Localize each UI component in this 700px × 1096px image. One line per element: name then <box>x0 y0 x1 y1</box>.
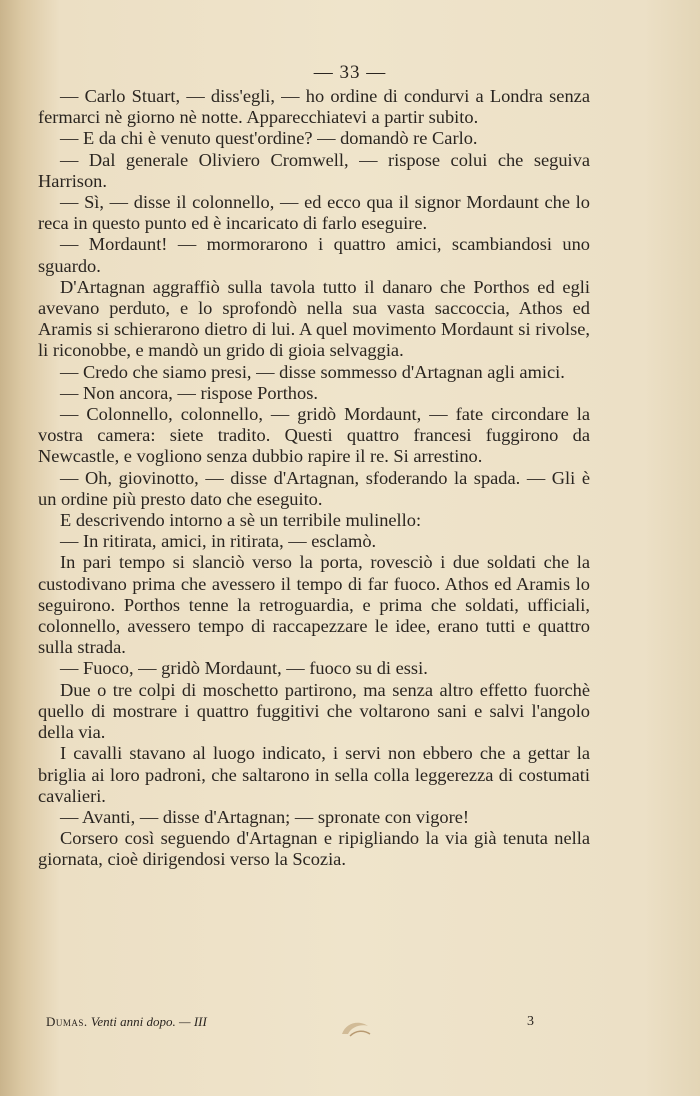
paragraph: D'Artagnan aggraffiò sulla tavola tutto il danaro che Porthos ed egli avevano perduto, e lo sprofondò nella sua vasta saccoccia, Athos ed Aramis si schierarono dietro di lui. A quel movimento Mordaunt si rivolse, li riconobbe, e mandò un grido di gioia selvaggia. <box>38 276 590 361</box>
paragraph: Due o tre colpi di moschetto partirono, ma senza altro effetto fuorchè quello di mostrare i quattro fuggitivi che voltarono sani e salvi l'angolo della via. <box>38 679 590 743</box>
paragraph: In pari tempo si slanciò verso la porta, rovesciò i due soldati che la custodivano prima che avessero il tempo di far fuoco. Athos ed Aramis lo seguirono. Porthos tenne la retroguardia, e prima che soldati, ufficiali, colonnello, avessero tempo di raccapezzare le idee, erano tutti e quattro sulla strada. <box>38 552 590 658</box>
paragraph: — Credo che siamo presi, — disse sommesso d'Artagnan agli amici. <box>60 361 565 382</box>
page-footer <box>46 1014 590 1030</box>
body-text <box>38 86 590 871</box>
paragraph: — Colonnello, colonnello, — gridò Mordaunt, — fate circondare la vostra camera: siete tradito. Questi quattro francesi fuggirono da Newcastle, e vogliono senza dubbio rapire il re. Si arrestino. <box>38 404 590 467</box>
paragraph: E descrivendo intorno a sè un terribile mulinello: <box>60 510 422 531</box>
paragraph: — Carlo Stuart, — diss'egli, — ho ordine di condurvi a Londra senza fermarci nè giorno nè notte. Apparecchiatevi a partir subito. <box>38 86 590 128</box>
paragraph: — Sì, — disse il colonnello, — ed ecco qua il signor Mordaunt che lo reca in questo punto ed è incaricato di farlo eseguire. <box>38 192 590 234</box>
paragraph: — In ritirata, amici, in ritirata, — esclamò. <box>60 531 377 552</box>
paragraph: — E da chi è venuto quest'ordine? — domandò re Carlo. <box>60 128 478 149</box>
paragraph: — Mordaunt! — mormorarono i quattro amici, scambiandosi uno sguardo. <box>38 234 590 276</box>
signature-mark: 3 <box>527 1014 534 1029</box>
paragraph: — Oh, giovinotto, — disse d'Artagnan, sfoderando la spada. — Gli è un ordine più presto dato che eseguito. <box>38 467 590 509</box>
footer-title: Venti anni dopo. — III <box>90 1014 207 1029</box>
paragraph: — Dal generale Oliviero Cromwell, — rispose colui che seguiva Harrison. <box>38 149 590 191</box>
page-number: — 33 — <box>313 62 387 83</box>
paragraph: I cavalli stavano al luogo indicato, i servi non ebbero che a gettar la briglia ai loro padroni, che saltarono in sella colla leggerezza di costumati cavalieri. <box>38 743 590 806</box>
library-stamp-icon <box>338 1016 372 1040</box>
paragraph: Corsero così seguendo d'Artagnan e ripigliando la via già tenuta nella giornata, cioè dirigendosi verso la Scozia. <box>38 828 590 870</box>
paragraph: — Non ancora, — rispose Porthos. <box>60 382 318 403</box>
paragraph: — Fuoco, — gridò Mordaunt, — fuoco su di essi. <box>60 658 428 679</box>
footer-author: Dumas. <box>46 1014 88 1029</box>
paragraph: — Avanti, — disse d'Artagnan; — spronate con vigore! <box>60 806 470 827</box>
